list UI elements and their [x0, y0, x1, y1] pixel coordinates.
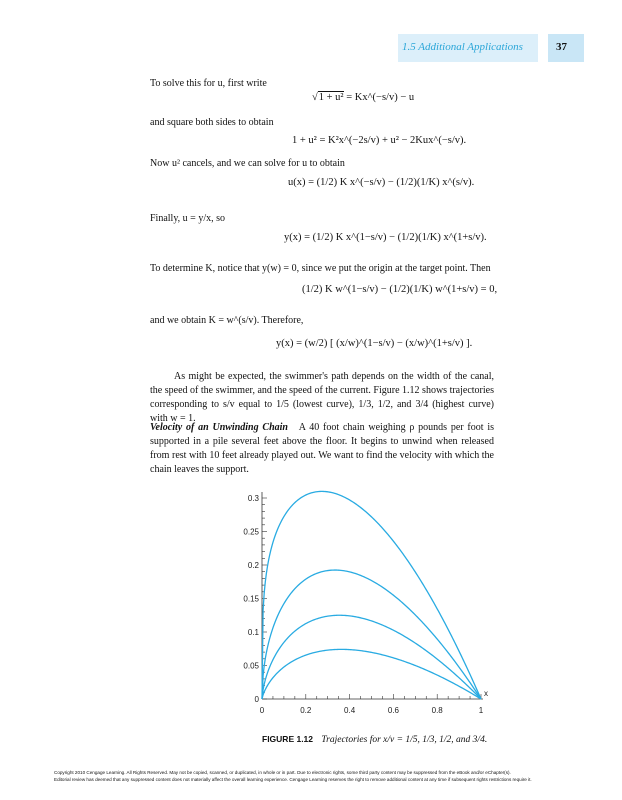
copyright-line-2: Editorial review has deemed that any suppressed content does not materially affect the overall learning experience. Cengage Learning reserves the right to remove additional content at any time if subsequent rights restrictions require it. [54, 777, 532, 782]
body-line-6: and we obtain K = w^(s/v). Therefore, [150, 315, 304, 326]
paragraph-trajectories: As might be expected, the swimmer's path depends on the width of the canal, the speed of the swimmer, and the speed of the current. Figure 1.12 shows trajectories corresponding to s/v equal to 1/5 (lowest curve), 1/3, 1/2, and 3/4 (highest curve) with w = 1. [150, 371, 494, 424]
trajectory-curve [262, 649, 481, 699]
chart-axes [262, 492, 483, 699]
equation-3: u(x) = (1/2) K x^(−s/v) − (1/2)(1/K) x^(s/v). [288, 177, 475, 188]
copyright-line-1: Copyright 2010 Cengage Learning. All Rights Reserved. May not be copied, scanned, or duplicated, in whole or in part. Due to electronic rights, some third party content may be suppressed from the eBook and/or eChapter(s). [54, 770, 511, 775]
body-line-4: Finally, u = y/x, so [150, 213, 225, 224]
trajectory-curve [262, 615, 481, 699]
x-axis-label: x [484, 689, 488, 698]
x-tick-label: 0.2 [300, 706, 312, 715]
x-tick-label: 0.4 [344, 706, 356, 715]
figure-label: FIGURE 1.12 [262, 734, 314, 744]
x-tick-label: 0.6 [387, 706, 399, 715]
body-line-3: Now u² cancels, and we can solve for u to obtain [150, 158, 345, 169]
chart-curves [262, 491, 481, 699]
paragraph-chain-text: A 40 foot chain weighing ρ pounds per foot is supported in a pile several feet above the floor. It begins to unwind when released from rest with 10 feet already played out. We want to find the velocity with which the chain leaves the support. [150, 422, 494, 475]
x-tick-label: 1 [478, 706, 484, 715]
y-tick-label: 0.2 [247, 561, 259, 570]
section-title: Velocity of an Unwinding Chain [150, 422, 288, 433]
x-tick-label: 0 [259, 706, 265, 715]
equation-6: y(x) = (w/2) [ (x/w)^(1−s/v) − (x/w)^(1+s/v) ]. [276, 338, 473, 349]
body-line-5: To determine K, notice that y(w) = 0, since we put the origin at the target point. Then [150, 263, 491, 274]
equation-1: √1 + u² = Kx^(−s/v) − u [312, 92, 415, 103]
body-line-2: and square both sides to obtain [150, 117, 274, 128]
trajectory-curve [262, 570, 481, 699]
y-tick-label: 0 [254, 695, 259, 704]
y-tick-label: 0.15 [243, 594, 259, 604]
body-line-1: To solve this for u, first write [150, 78, 267, 89]
figure-caption [262, 734, 487, 745]
y-tick-label: 0.3 [247, 494, 259, 503]
y-tick-label: 0.1 [247, 628, 259, 637]
y-tick-label: 0.25 [243, 527, 259, 537]
x-tick-label: 0.8 [431, 706, 443, 715]
equation-4: y(x) = (1/2) K x^(1−s/v) − (1/2)(1/K) x^(1+s/v). [284, 232, 487, 243]
page-number: 37 [556, 41, 567, 53]
equation-2: 1 + u² = K²x^(−2s/v) + u² − 2Kux^(−s/v). [292, 135, 467, 146]
equation-5: (1/2) K w^(1−s/v) − (1/2)(1/K) w^(1+s/v) = 0, [302, 284, 498, 295]
y-tick-label: 0.05 [243, 661, 259, 671]
figure-caption-text: Trajectories for x/v = 1/5, 1/3, 1/2, and 3/4. [321, 735, 488, 745]
running-head: 1.5 Additional Applications [402, 41, 523, 53]
